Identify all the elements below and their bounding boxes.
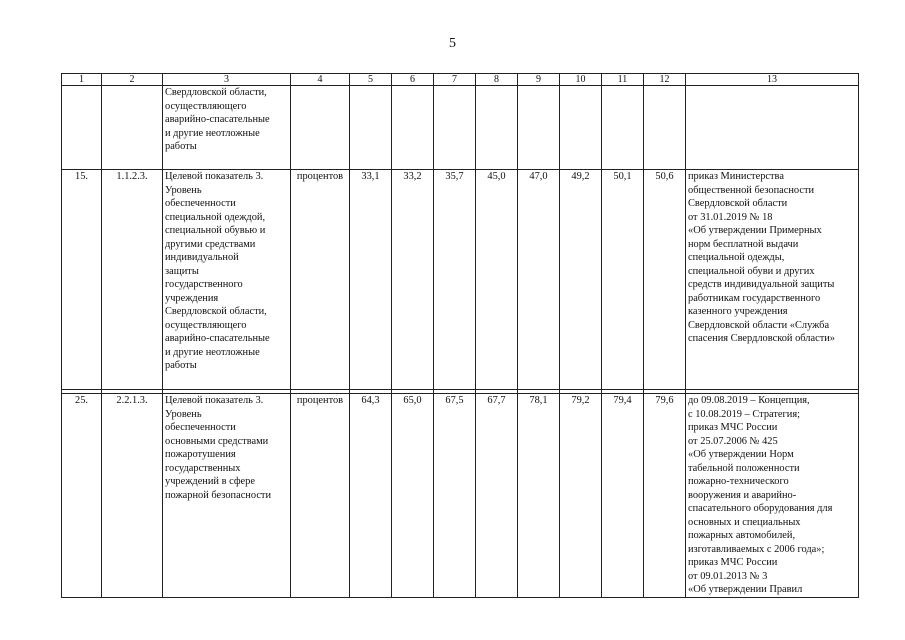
header-cell: 6 bbox=[392, 74, 434, 86]
header-cell: 11 bbox=[602, 74, 644, 86]
row-number: 25. bbox=[62, 394, 102, 598]
header-row bbox=[62, 74, 859, 86]
indicators-table bbox=[61, 73, 859, 598]
row-number: 15. bbox=[62, 170, 102, 390]
header-cell: 13 bbox=[686, 74, 859, 86]
unit-cell: процентов bbox=[291, 394, 350, 598]
indicator-name-cell: Целевой показатель 3. Уровень обеспеченности специальной одеждой, специальной обувью и другими средствами индивидуальной защиты государственного учреждения Свердловской области, осуществляющего аварийно-спасательные и другие неотложные работы bbox=[163, 170, 291, 390]
value-cell: 35,7 bbox=[434, 170, 476, 390]
value-cell: 79,6 bbox=[644, 394, 686, 598]
header-cell: 8 bbox=[476, 74, 518, 86]
value-cell: 45,0 bbox=[476, 170, 518, 390]
page-number: 5 bbox=[449, 36, 456, 51]
table-row-continued bbox=[62, 86, 859, 170]
value-cell: 65,0 bbox=[392, 394, 434, 598]
indicator-name-cell: Свердловской области, осуществляющего аварийно-спасательные и другие неотложные работы bbox=[163, 86, 291, 170]
value-cell: 78,1 bbox=[518, 394, 560, 598]
table-row bbox=[62, 394, 859, 598]
table-row bbox=[62, 170, 859, 390]
value-cell: 49,2 bbox=[560, 170, 602, 390]
header-cell: 3 bbox=[163, 74, 291, 86]
value-cell: 67,5 bbox=[434, 394, 476, 598]
header-cell: 1 bbox=[62, 74, 102, 86]
value-cell: 33,1 bbox=[350, 170, 392, 390]
header-cell: 7 bbox=[434, 74, 476, 86]
value-cell: 50,6 bbox=[644, 170, 686, 390]
value-cell: 64,3 bbox=[350, 394, 392, 598]
value-cell: 47,0 bbox=[518, 170, 560, 390]
value-cell: 79,4 bbox=[602, 394, 644, 598]
row-code: 2.2.1.3. bbox=[102, 394, 163, 598]
row-code: 1.1.2.3. bbox=[102, 170, 163, 390]
value-cell: 50,1 bbox=[602, 170, 644, 390]
header-cell: 2 bbox=[102, 74, 163, 86]
indicator-name-cell: Целевой показатель 3. Уровень обеспеченности основными средствами пожаротушения государственных учреждений в сфере пожарной безопасности bbox=[163, 394, 291, 598]
value-cell: 79,2 bbox=[560, 394, 602, 598]
unit-cell: процентов bbox=[291, 170, 350, 390]
header-cell: 5 bbox=[350, 74, 392, 86]
header-cell: 10 bbox=[560, 74, 602, 86]
value-cell: 33,2 bbox=[392, 170, 434, 390]
source-cell: до 09.08.2019 – Концепция, с 10.08.2019 – Стратегия; приказ МЧС России от 25.07.2006 № 425 «Об утверждении Норм табельной положенности пожарно-технического вооружения и аварийно- спасательного оборудования для основных и специальных пожарных автомобилей, изготавливаемых с 2006 года»; приказ МЧС России от 09.01.2013 № 3 «Об утверждении Правил bbox=[686, 394, 859, 598]
header-cell: 4 bbox=[291, 74, 350, 86]
source-cell: приказ Министерства общественной безопасности Свердловской области от 31.01.2019 № 18 «Об утверждении Примерных норм бесплатной выдачи специальной одежды, специальной обуви и других средств индивидуальной защиты работникам государственного казенного учреждения Свердловской области «Служба спасения Свердловской области» bbox=[686, 170, 859, 390]
header-cell: 9 bbox=[518, 74, 560, 86]
value-cell: 67,7 bbox=[476, 394, 518, 598]
header-cell: 12 bbox=[644, 74, 686, 86]
